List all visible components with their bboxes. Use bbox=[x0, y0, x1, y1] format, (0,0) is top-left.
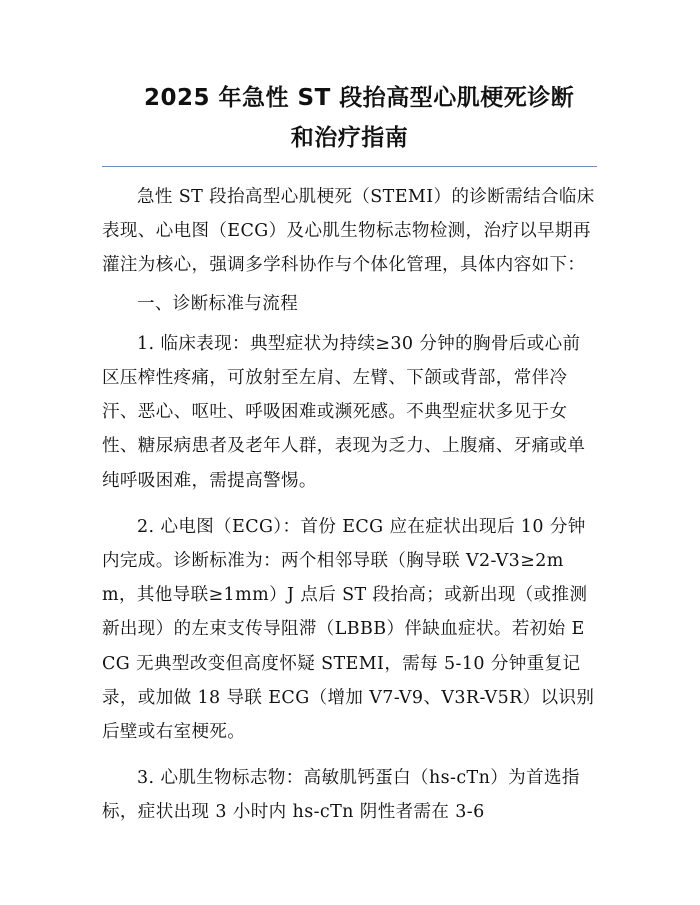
document-title bbox=[102, 78, 597, 158]
section-heading-diagnosis: 一、诊断标准与流程 bbox=[137, 293, 299, 314]
paragraph-biomarkers: 3. 心肌生物标志物：高敏肌钙蛋白（hs-cTn）为首选指标，症状出现 3 小时内 hs-cTn 阴性者需在 3-6 bbox=[102, 768, 580, 823]
intro-paragraph: 急性 ST 段抬高型心肌梗死（STEMI）的诊断需结合临床表现、心电图（ECG）及心肌生物标志物检测，治疗以早期再灌注为核心，强调多学科协作与个体化管理，具体内容如下： bbox=[102, 187, 595, 276]
document-body bbox=[102, 180, 597, 842]
paragraph-clinical-presentation: 1. 临床表现：典型症状为持续≥30 分钟的胸骨后或心前区压榨性疼痛，可放射至左肩、左臂、下颌或背部，常伴冷汗、恶心、呕吐、呼吸困难或濒死感。不典型症状多见于女性、糖尿病患者及老年人群，表现为乏力、上腹痛、牙痛或单纯呼吸困难，需提高警惕。 bbox=[102, 333, 586, 491]
paragraph-ecg: 2. 心电图（ECG）：首份 ECG 应在症状出现后 10 分钟内完成。诊断标准为：两个相邻导联（胸导联 V2-V3≥2mm，其他导联≥1mm）J 点后 ST 段抬高；或新出现（或推测新出现）的左束支传导阻滞（LBBB）伴缺血症状。若初始 ECG 无典型改变但高度怀疑 STEMI，需每 5-10 分钟重复记录，或加做 18 导联 ECG（增加 V7-V9、V3R-V5R）以识别后壁或右室梗死。 bbox=[102, 516, 595, 743]
title-divider bbox=[102, 166, 597, 167]
title-line-1: 2025 年急性 ST 段抬高型心肌梗死诊断 bbox=[144, 85, 575, 111]
title-line-2: 和治疗指南 bbox=[290, 125, 409, 151]
